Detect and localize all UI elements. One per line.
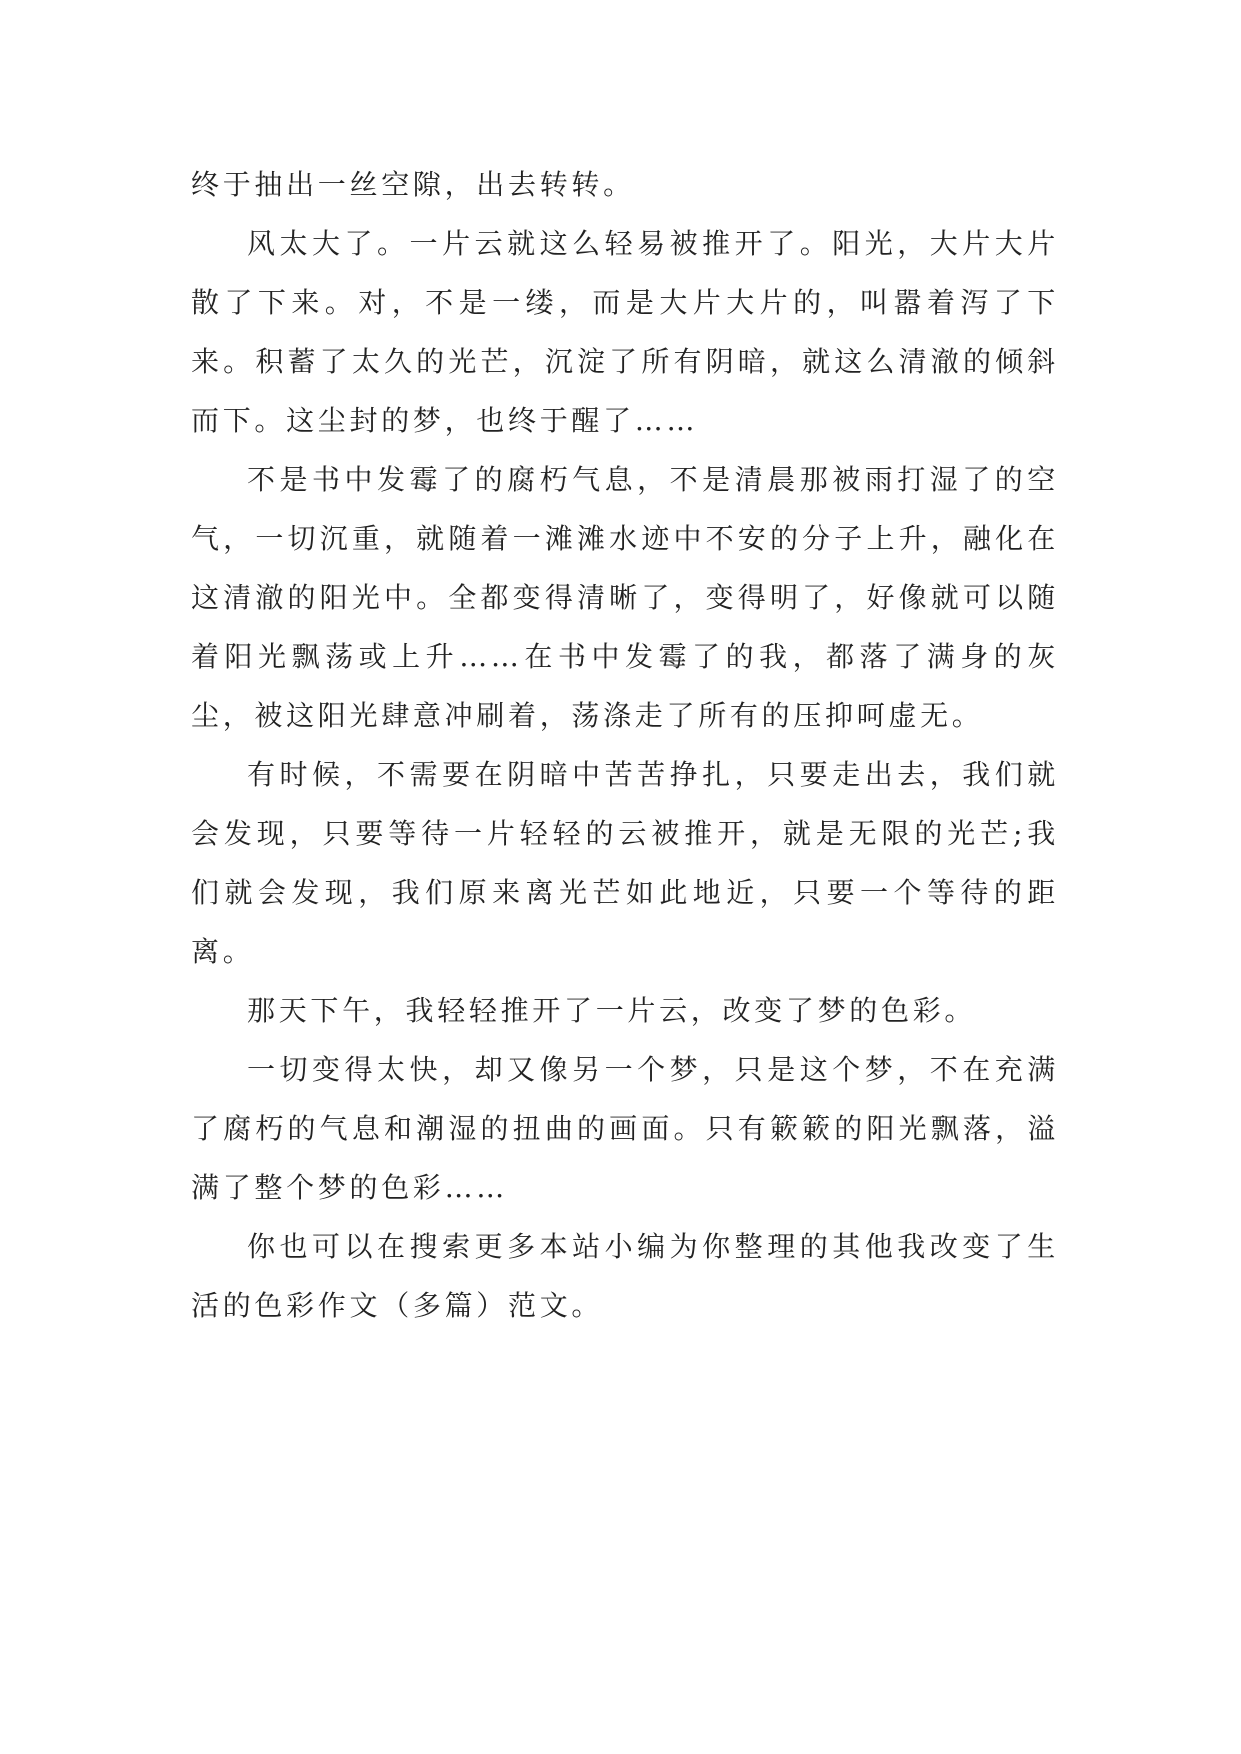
paragraph-7: 你也可以在搜索更多本站小编为你整理的其他我改变了生活的色彩作文（多篇）范文。 xyxy=(191,1230,1059,1322)
paragraph-6: 一切变得太快，却又像另一个梦，只是这个梦，不在充满了腐朽的气息和潮湿的扭曲的画面。只有簌簌的阳光飘落，溢满了整个梦的色彩…… xyxy=(191,1053,1059,1204)
paragraph-3: 不是书中发霉了的腐朽气息，不是清晨那被雨打湿了的空气，一切沉重，就随着一滩滩水迹中不安的分子上升，融化在这清澈的阳光中。全都变得清晰了，变得明了，好像就可以随着阳光飘荡或上升……在书中发霉了的我，都落了满身的灰尘，被这阳光肆意冲刷着，荡涤走了所有的压抑呵虚无。 xyxy=(191,463,1059,732)
paragraph-4: 有时候，不需要在阴暗中苦苦挣扎，只要走出去，我们就会发现，只要等待一片轻轻的云被推开，就是无限的光芒;我们就会发现，我们原来离光芒如此地近，只要一个等待的距离。 xyxy=(191,758,1059,968)
paragraph-1: 终于抽出一丝空隙，出去转转。 xyxy=(191,168,635,201)
article-body xyxy=(191,155,1059,1335)
paragraph-5: 那天下午，我轻轻推开了一片云，改变了梦的色彩。 xyxy=(247,994,977,1027)
paragraph-2: 风太大了。一片云就这么轻易被推开了。阳光，大片大片散了下来。对，不是一缕，而是大片大片的，叫嚣着泻了下来。积蓄了太久的光芒，沉淀了所有阴暗，就这么清澈的倾斜而下。这尘封的梦，也终于醒了…… xyxy=(191,227,1059,437)
